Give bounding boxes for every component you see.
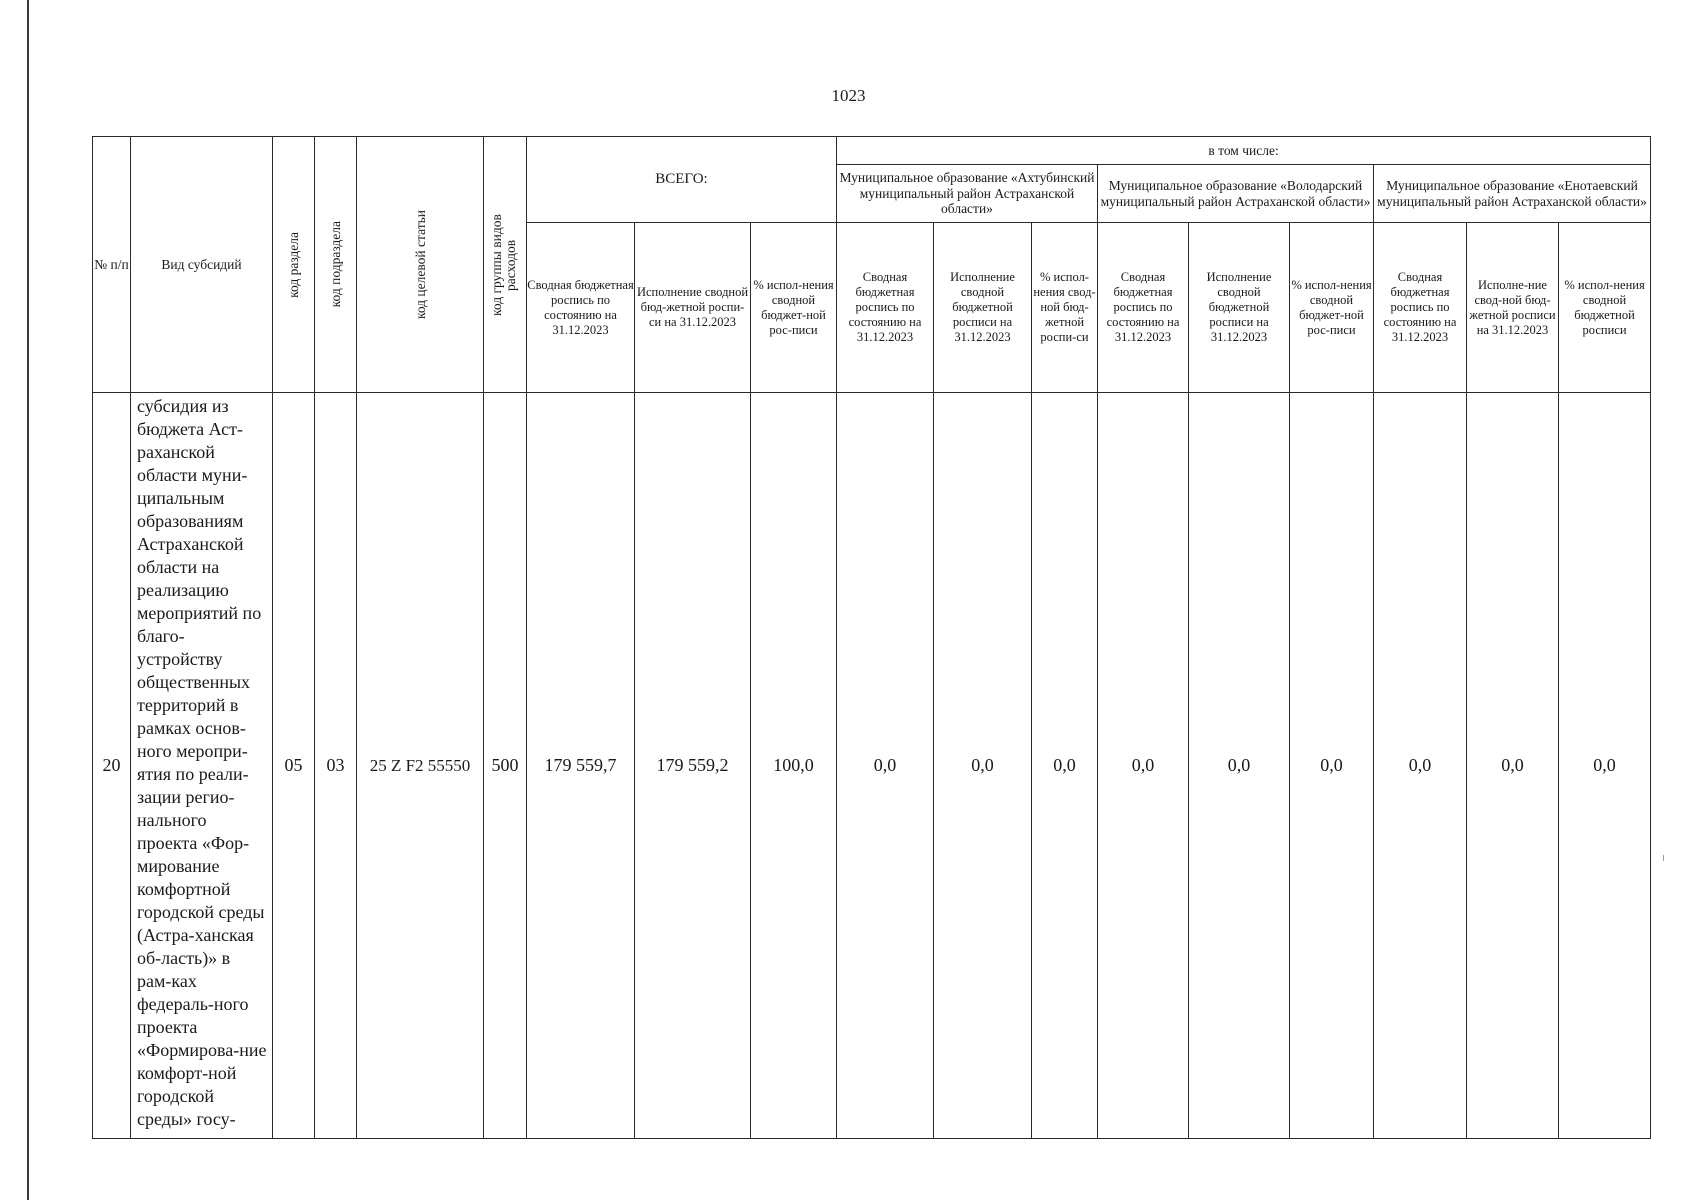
header-including: в том числе:: [837, 137, 1651, 165]
header-subsection-code: код подраздела: [315, 137, 357, 393]
page-margin-line: [27, 0, 29, 1200]
header-total-plan: Сводная бюджетная роспись по состоянию на 31.12.2023: [527, 223, 635, 393]
header-total-pct: % испол-нения сводной бюджет-ной рос-писи: [751, 223, 837, 393]
row-subsection-code: 03: [315, 393, 357, 1139]
header-r2-pct: % испол-нения сводной бюджет-ной рос-писи: [1290, 223, 1374, 393]
row-total-exec: 179 559,2: [635, 393, 751, 1139]
header-r3-plan: Сводная бюджетная роспись по состоянию на 31.12.2023: [1374, 223, 1467, 393]
header-r1-pct: % испол-нения свод-ной бюд-жетной роспи-си: [1032, 223, 1098, 393]
row-target-code: 25 Z F2 55550: [357, 393, 484, 1139]
row-section-code: 05: [273, 393, 315, 1139]
header-r2-plan: Сводная бюджетная роспись по состоянию на 31.12.2023: [1098, 223, 1189, 393]
header-total: ВСЕГО:: [527, 137, 837, 223]
row-r3-plan: 0,0: [1374, 393, 1467, 1139]
row-subsidy-kind: субсидия из бюджета Аст-раханской области муни-ципальным образованиям Астраханской области на реализацию мероприятий по благо-устройству общественных территорий в рамках основ-ного меропри-ятия по реали-зации регио-нального проекта «Фор-мирование комфортной городской среды (Астра-ханская об-ласть)» в рам-ках федераль-ного проекта «Формирова-ние комфорт-ной городской среды» госу-: [131, 393, 273, 1139]
header-region-1: Муниципальное образование «Ахтубинский муниципальный район Астраханской области»: [837, 165, 1098, 223]
header-num: № п/п: [93, 137, 131, 393]
row-num: 20: [93, 393, 131, 1139]
header-section-code: код раздела: [273, 137, 315, 393]
page-number: 1023: [831, 86, 866, 105]
row-r2-exec: 0,0: [1189, 393, 1290, 1139]
header-kind: Вид субсидий: [131, 137, 273, 393]
header-expense-group-code: код группы видов расходов: [484, 137, 527, 393]
scan-speck: [1663, 855, 1664, 861]
subsidy-table: [92, 136, 1651, 1139]
row-r2-pct: 0,0: [1290, 393, 1374, 1139]
header-total-exec: Исполнение сводной бюд-жетной роспи-си на 31.12.2023: [635, 223, 751, 393]
row-r2-plan: 0,0: [1098, 393, 1189, 1139]
row-total-plan: 179 559,7: [527, 393, 635, 1139]
header-target-code: код целевой статьи: [357, 137, 484, 393]
row-r1-exec: 0,0: [934, 393, 1032, 1139]
row-r3-exec: 0,0: [1467, 393, 1559, 1139]
row-r3-pct: 0,0: [1559, 393, 1651, 1139]
row-r1-plan: 0,0: [837, 393, 934, 1139]
header-region-2: Муниципальное образование «Володарский муниципальный район Астраханской области»: [1098, 165, 1374, 223]
row-expense-group-code: 500: [484, 393, 527, 1139]
header-region-3: Муниципальное образование «Енотаевский муниципальный район Астраханской области»: [1374, 165, 1651, 223]
header-r3-exec: Исполне-ние свод-ной бюд-жетной росписи на 31.12.2023: [1467, 223, 1559, 393]
header-r3-pct: % испол-нения сводной бюджетной росписи: [1559, 223, 1651, 393]
row-total-pct: 100,0: [751, 393, 837, 1139]
header-r1-exec: Исполнение сводной бюджетной росписи на 31.12.2023: [934, 223, 1032, 393]
table-row: [93, 393, 1651, 1139]
row-r1-pct: 0,0: [1032, 393, 1098, 1139]
header-r1-plan: Сводная бюджетная роспись по состоянию на 31.12.2023: [837, 223, 934, 393]
header-r2-exec: Исполнение сводной бюджетной росписи на 31.12.2023: [1189, 223, 1290, 393]
